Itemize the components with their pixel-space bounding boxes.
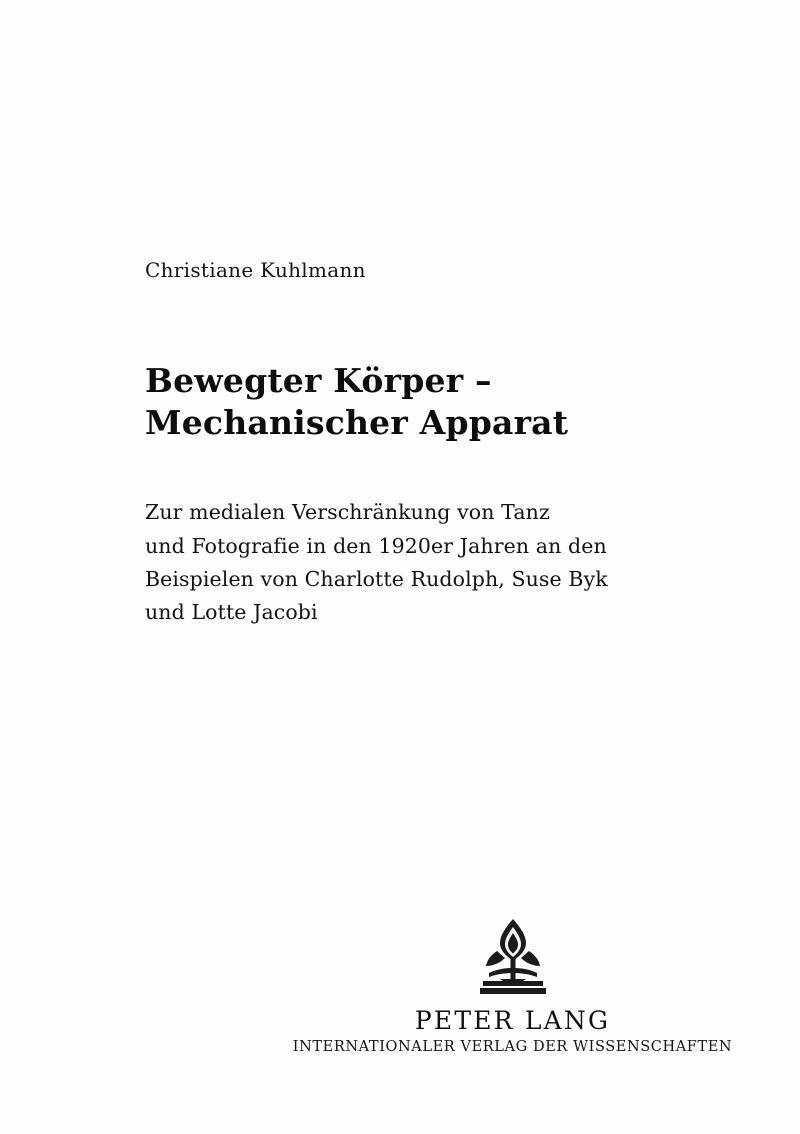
peter-lang-tree-logo-icon: [467, 917, 559, 1005]
book-title: [145, 360, 705, 444]
book-subtitle-line-4: und Lotte Jacobi: [145, 600, 318, 625]
book-title-line-1: Bewegter Körper –: [145, 361, 492, 400]
book-title-line-2: Mechanischer Apparat: [145, 403, 569, 443]
book-subtitle-line-1: Zur medialen Verschränkung von Tanz: [145, 500, 550, 525]
author-name: Christiane Kuhlmann: [145, 258, 366, 282]
book-subtitle: [145, 496, 705, 629]
publisher-tagline: INTERNATIONALER VERLAG DER WISSENSCHAFTEN: [292, 1039, 733, 1056]
publisher-block: [0, 917, 800, 1056]
book-subtitle-line-2: und Fotografie in den 1920er Jahren an den: [145, 533, 607, 558]
cover-text-block: [145, 258, 705, 629]
book-subtitle-line-3: Beispielen von Charlotte Rudolph, Suse Byk: [145, 566, 608, 591]
publisher-name: PETER LANG: [414, 1005, 611, 1035]
